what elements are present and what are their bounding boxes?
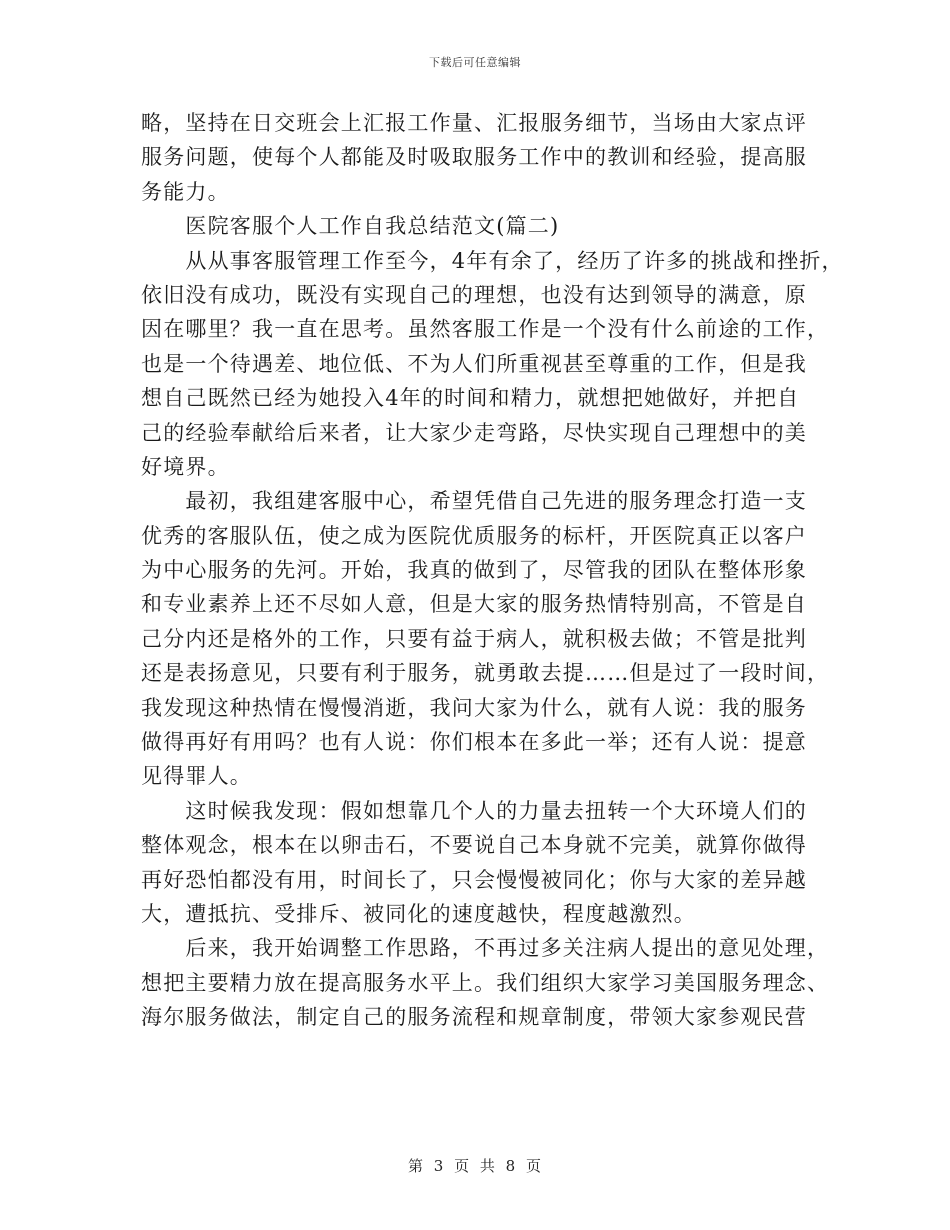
text-line: 己的经验奉献给后来者，让大家少走弯路，尽快实现自己理想中的美 [141,420,807,445]
text-line: 略，坚持在日交班会上汇报工作量、汇报服务细节，当场由大家点评 [141,111,807,135]
text-line: 见得罪人。 [141,764,252,789]
text-line: 海尔服务做法，制定自己的服务流程和规章制度，带领大家参观民营 [141,1005,807,1030]
text-line: 最初，我组建客服中心，希望凭借自己先进的服务理念打造一支 [141,489,807,514]
text-line: 还是表扬意见，只要有利于服务，就勇敢去提……但是过了一段时间， [141,661,830,686]
text-line: 为中心服务的先河。开始，我真的做到了，尽管我的团队在整体形象 [141,558,807,583]
page-header: 下载后可任意编辑 [429,56,521,69]
text-line: 做得再好有用吗？也有人说：你们根本在多此一举；还有人说：提意 [141,730,807,755]
text-line: 大，遭抵抗、受排斥、被同化的速度越快，程度越激烈。 [141,901,696,926]
text-line: 想把主要精力放在提高服务水平上。我们组织大家学习美国服务理念、 [141,970,830,995]
text-line: 好境界。 [141,454,230,479]
text-line: 这时候我发现：假如想靠几个人的力量去扭转一个大环境人们的 [141,798,807,823]
text-line: 再好恐怕都没有用，时间长了，只会慢慢被同化；你与大家的差异越 [141,867,807,892]
section-heading: 医院客服个人工作自我总结范文(篇二) [141,214,560,239]
text-line: 和专业素养上还不尽如人意，但是大家的服务热情特别高，不管是自 [141,592,807,617]
text-line: 整体观念，根本在以卵击石，不要说自己本身就不完美，就算你做得 [141,833,807,858]
text-line: 依旧没有成功，既没有实现自己的理想，也没有达到领导的满意，原 [141,282,807,307]
document-body [141,106,844,1035]
page-footer: 第 3 页 共 8 页 [408,1157,542,1175]
text-line: 后来，我开始调整工作思路，不再过多关注病人提出的意见处理， [141,936,830,961]
text-line: 服务问题，使每个人都能及时吸取服务工作中的教训和经验，提高服 [141,145,807,170]
text-line: 优秀的客服队伍，使之成为医院优质服务的标杆，开医院真正以客户 [141,523,807,548]
text-line: 也是一个待遇差、地位低、不为人们所重视甚至尊重的工作，但是我 [141,351,807,376]
text-line: 己分内还是格外的工作，只要有益于病人，就积极去做；不管是批判 [141,626,807,651]
text-line: 务能力。 [141,179,230,204]
text-line: 因在哪里？我一直在思考。虽然客服工作是一个没有什么前途的工作， [141,317,830,342]
text-line: 想自己既然已经为她投入4年的时间和精力，就想把她做好，并把自 [141,386,800,411]
text-line: 从从事客服管理工作至今，4年有余了，经历了许多的挑战和挫折， [141,248,844,273]
text-line: 我发现这种热情在慢慢消逝，我问大家为什么，就有人说：我的服务 [141,695,807,720]
